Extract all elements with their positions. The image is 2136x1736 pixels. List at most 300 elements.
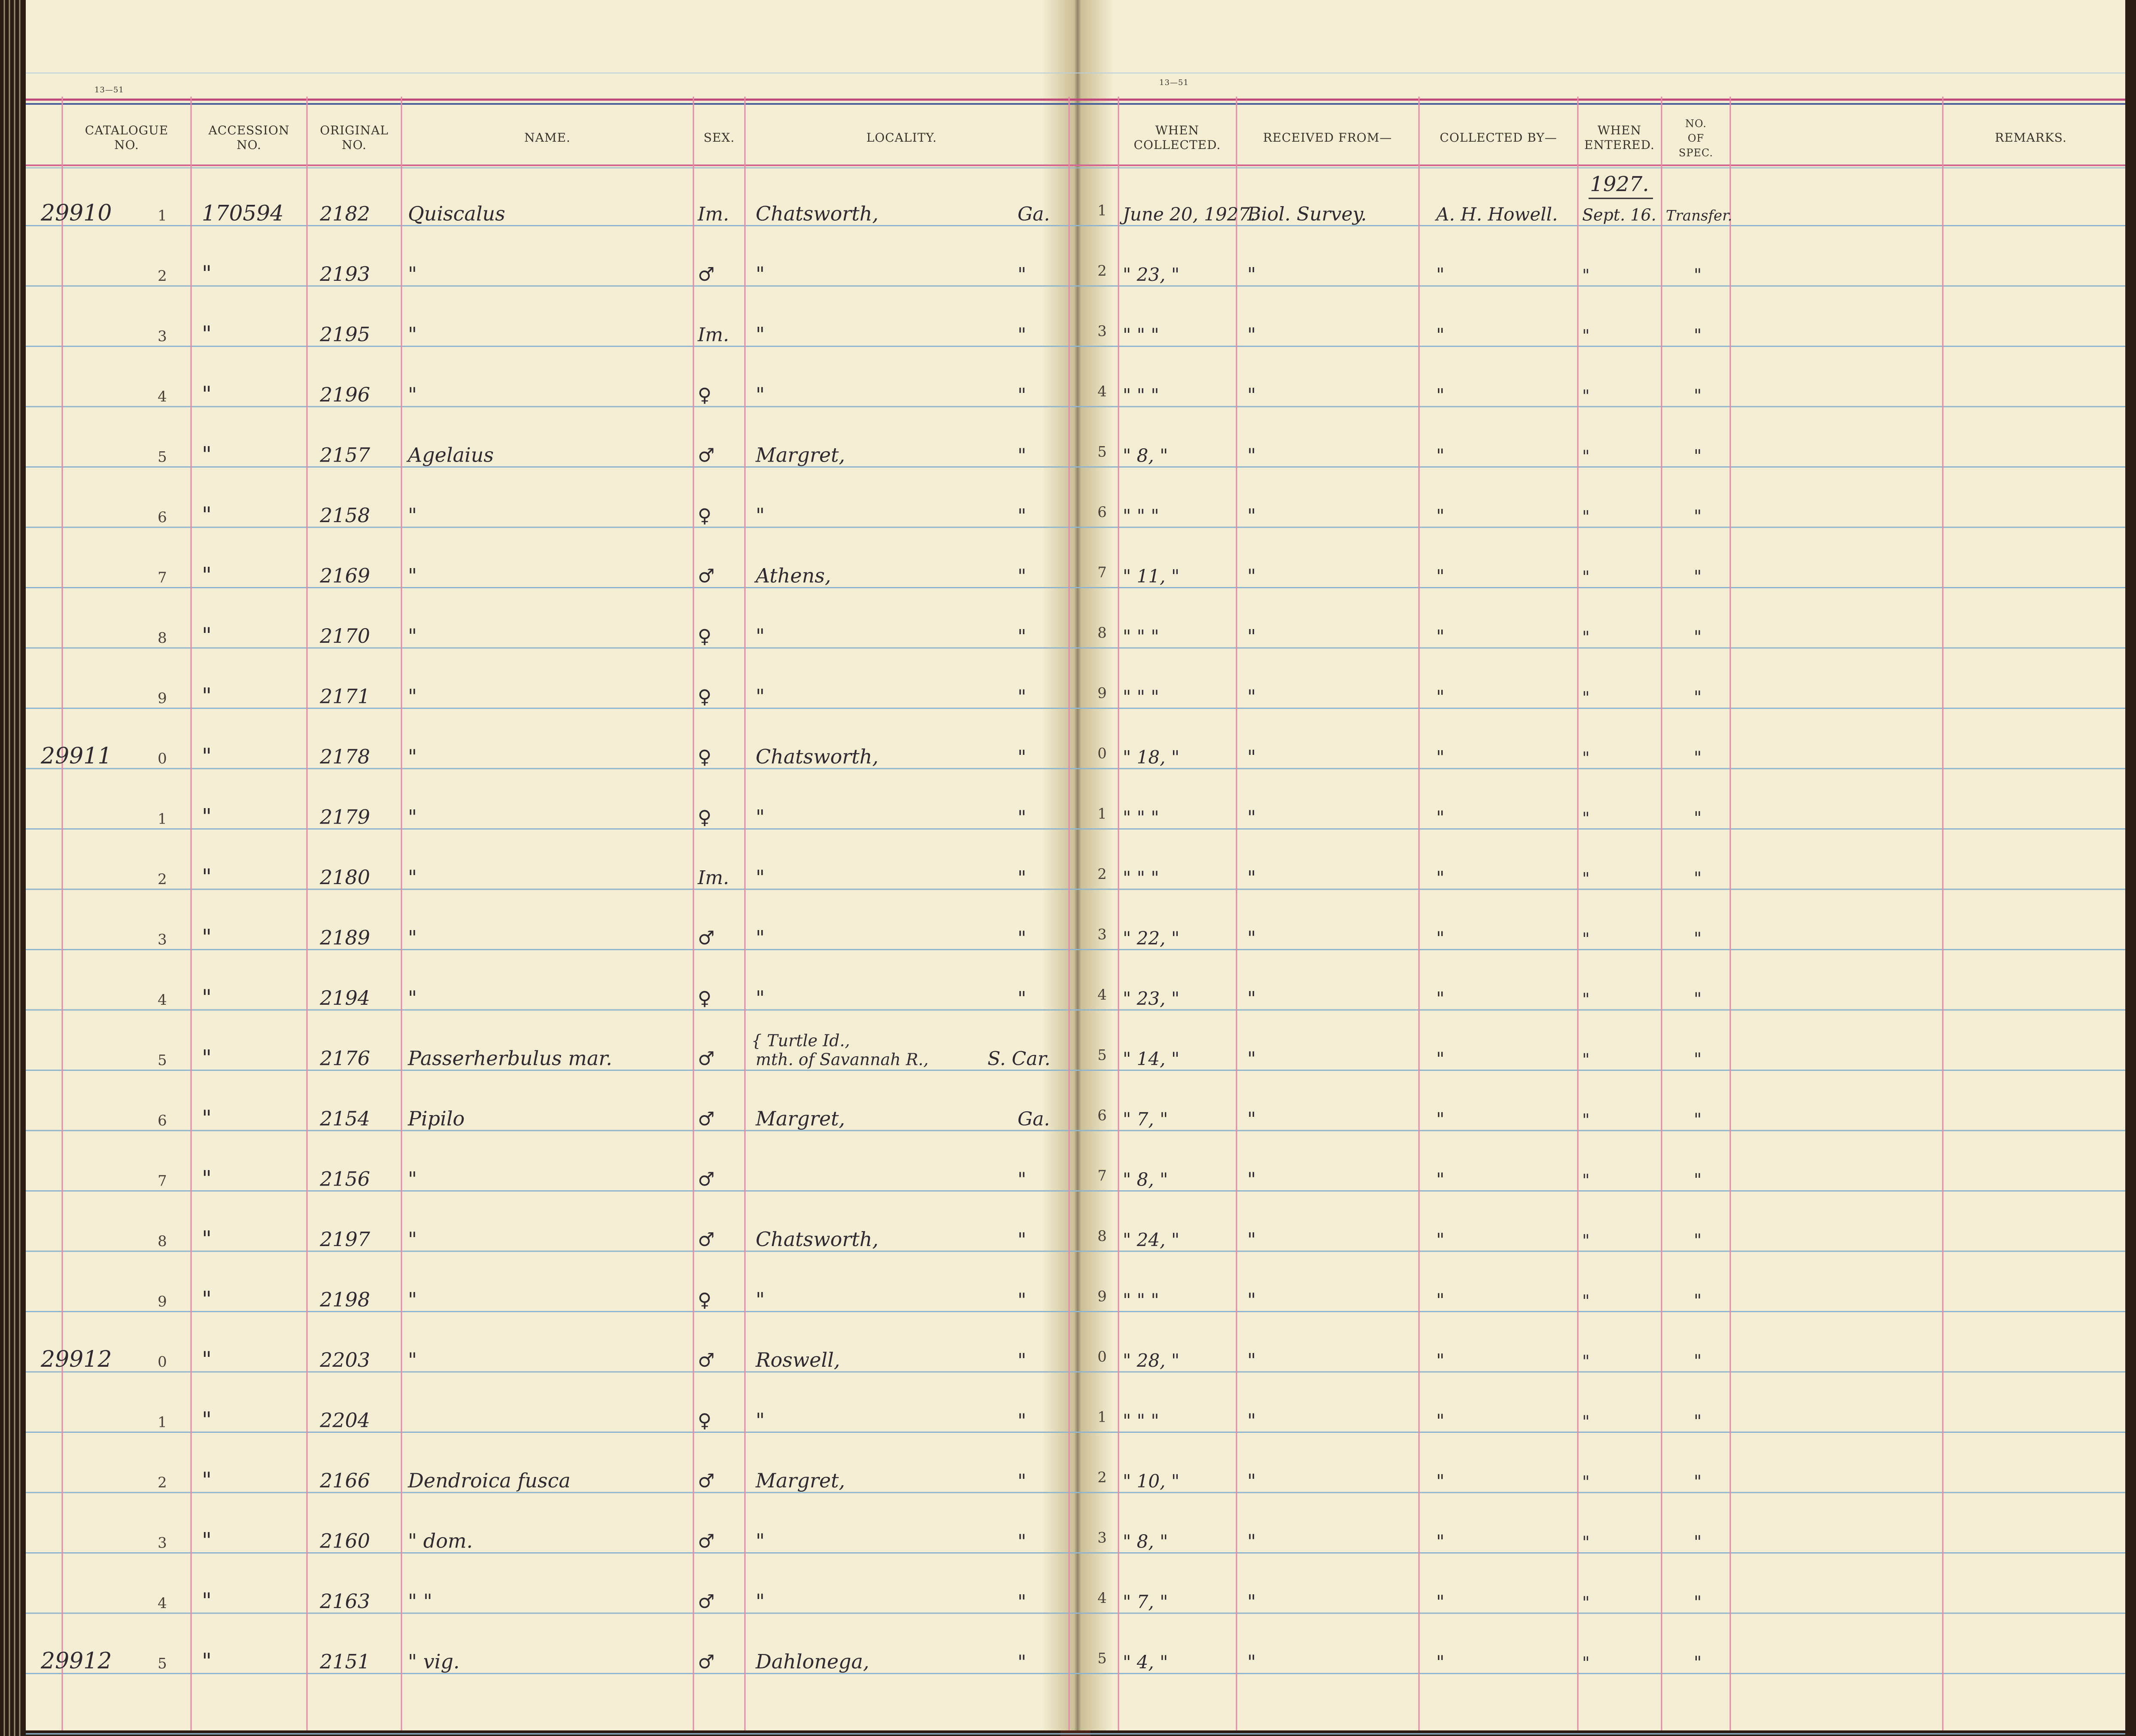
specimen-name: " [408,1228,417,1251]
received-from: " [1247,686,1256,708]
line-number-right: 7 [1097,564,1107,581]
sex: ♀ [698,806,712,829]
when-collected: " " " [1123,1410,1159,1432]
when-collected: " " " [1123,807,1159,828]
remarks: Transfer. [1666,207,1732,225]
sex: ♀ [698,686,712,708]
state: " [1018,686,1027,708]
header-remarks: REMARKS. [1995,131,2067,145]
accession-number: " [202,261,212,286]
line-number-right: 1 [1097,202,1107,219]
no-of-spec: " [1694,748,1702,768]
received-from: " [1247,1168,1256,1191]
form-number-right: 13—51 [1159,78,1189,87]
accession-number: " [202,985,212,1010]
locality: " [756,1529,765,1553]
collected-by: " [1436,1229,1445,1250]
sex: ♂ [698,1350,715,1371]
state: " [1018,626,1027,648]
header-catalogue: NO. [114,138,139,152]
locality: " [756,926,765,949]
locality: " [756,262,765,286]
received-from: " [1247,927,1256,949]
specimen-name: " [408,805,417,829]
specimen-name: " " [408,1590,432,1613]
received-from: " [1247,626,1256,648]
catalogue-number: 29910 [41,200,112,226]
locality: " [756,322,765,346]
received-from: " [1247,1591,1256,1613]
when-collected: " " " [1123,385,1159,406]
original-number: 2166 [320,1469,371,1492]
original-number: 2197 [320,1228,371,1251]
line-number-left: 1 [158,1414,167,1431]
line-number-right: 0 [1097,1348,1107,1365]
sex: ♀ [698,505,712,527]
specimen-name: " [408,684,417,708]
locality: Roswell, [756,1348,840,1371]
accession-number: " [202,382,212,407]
original-number: 2169 [320,564,371,587]
line-number-left: 1 [158,810,167,828]
header-no-of-spec: OF [1687,132,1705,144]
accession-number: " [202,1528,212,1553]
original-number: 2193 [320,262,371,286]
received-from: " [1247,1530,1256,1553]
received-from: " [1247,1108,1256,1130]
when-entered: " [1582,1653,1590,1672]
no-of-spec: " [1694,1411,1702,1432]
header-catalogue: CATALOGUE [85,123,169,137]
no-of-spec: " [1694,989,1702,1009]
line-number-left: 7 [158,1172,167,1190]
collected-by: " [1436,927,1445,949]
no-of-spec: " [1694,1351,1702,1371]
collected-by: " [1436,747,1445,768]
when-entered: " [1582,990,1590,1009]
collected-by: " [1436,1048,1445,1070]
locality: Margret, [756,1107,845,1130]
collected-by: " [1436,385,1445,406]
collected-by: " [1436,445,1445,466]
line-number-right: 6 [1097,504,1107,521]
received-from: " [1247,444,1256,467]
line-number-left: 0 [158,1353,167,1371]
no-of-spec: " [1694,1653,1702,1673]
no-of-spec: " [1694,1170,1702,1190]
when-collected: " 28, " [1123,1350,1180,1371]
collected-by: " [1436,626,1445,647]
specimen-name: " [408,383,417,406]
state: " [1018,384,1027,406]
original-number: 2170 [320,624,371,648]
sex: Im. [698,203,729,225]
line-number-left: 4 [158,991,167,1009]
original-number: 2195 [320,322,371,346]
line-number-right: 8 [1097,1228,1107,1245]
no-of-spec: " [1694,687,1702,708]
accession-number: " [202,442,212,467]
header-accession: ACCESSION [208,123,290,137]
line-number-right: 5 [1097,1650,1107,1667]
state: " [1018,988,1027,1009]
sex: ♀ [698,988,712,1009]
line-number-left: 2 [158,1474,167,1491]
state: " [1018,746,1027,768]
specimen-name: Pipilo [408,1107,465,1130]
accession-number: " [202,1166,212,1191]
line-number-right: 9 [1097,1288,1107,1305]
when-collected: " 8, " [1123,1531,1168,1552]
accession-number: " [202,321,212,347]
when-collected: " " " [1123,505,1159,526]
original-number: 2171 [320,684,371,708]
header-collected-by: COLLECTED BY— [1440,131,1557,145]
original-number: 2203 [320,1348,371,1371]
no-of-spec: " [1694,1231,1702,1250]
locality: " [756,504,765,527]
header-when-entered: ENTERED. [1584,138,1655,152]
sex: ♂ [698,264,715,286]
accession-number: " [202,804,212,829]
received-from: " [1247,1048,1256,1070]
specimen-name: Passerherbulus mar. [408,1046,612,1070]
line-number-left: 3 [158,1534,167,1552]
original-number: 2204 [320,1408,371,1432]
accession-number: " [202,502,212,527]
when-entered: Sept. 16. [1582,205,1656,225]
header-received-from: RECEIVED FROM— [1263,131,1392,145]
catalogue-number: 29912 [41,1648,112,1674]
catalogue-number: 29911 [41,743,112,769]
received-from: " [1247,746,1256,768]
when-entered: " [1582,567,1590,587]
original-number: 2196 [320,383,371,406]
line-number-left: 8 [158,629,167,647]
original-number: 2182 [320,202,371,225]
sex: Im. [698,867,729,889]
accession-number: " [202,1347,212,1372]
state: " [1018,1530,1027,1553]
line-number-left: 1 [158,207,167,225]
state: " [1018,927,1027,949]
when-collected: " " " [1123,324,1159,346]
when-entered: " [1582,1050,1590,1069]
when-collected: " " " [1123,867,1159,888]
state: " [1018,264,1027,286]
original-number: 2163 [320,1590,371,1613]
specimen-name: Quiscalus [408,202,505,225]
line-number-left: 7 [158,569,167,587]
collected-by: " [1436,1109,1445,1130]
accession-number: " [202,1106,212,1131]
state: " [1018,806,1027,829]
line-number-right: 7 [1097,1167,1107,1185]
when-entered: " [1582,1291,1590,1310]
line-number-right: 8 [1097,624,1107,641]
received-from: " [1247,384,1256,406]
specimen-name: " [408,1167,417,1191]
when-entered: " [1582,628,1590,647]
no-of-spec: " [1694,265,1702,285]
collected-by: " [1436,1651,1445,1673]
specimen-name: " vig. [408,1650,460,1673]
when-entered: " [1582,1352,1590,1371]
state: S. Car. [987,1048,1051,1070]
locality: " [756,1408,765,1432]
locality: " [756,1590,765,1613]
locality: " [756,624,765,648]
state: " [1018,324,1027,346]
line-number-right: 1 [1097,1408,1107,1426]
line-number-left: 5 [158,448,167,466]
received-from: " [1247,264,1256,286]
line-number-right: 3 [1097,926,1107,943]
when-collected: " 14, " [1123,1048,1180,1070]
when-collected: " 4, " [1123,1651,1168,1673]
sex: ♂ [698,1108,715,1130]
collected-by: " [1436,1289,1445,1311]
header-when-collected: WHEN [1155,123,1200,137]
sex: ♂ [698,444,715,467]
line-number-left: 8 [158,1233,167,1250]
received-from: " [1247,1289,1256,1311]
specimen-name: Dendroica fusca [408,1469,571,1492]
no-of-spec: " [1694,627,1702,647]
line-number-left: 6 [158,1112,167,1129]
when-entered: " [1582,688,1590,707]
received-from: " [1247,988,1256,1009]
state: " [1018,505,1027,527]
line-number-left: 3 [158,931,167,949]
sex: ♂ [698,565,715,587]
state: Ga. [1018,1108,1050,1130]
line-number-right: 5 [1097,443,1107,461]
line-number-left: 0 [158,750,167,767]
received-from: " [1247,1350,1256,1371]
sex: ♂ [698,927,715,949]
specimen-name: " [408,1288,417,1311]
header-original: ORIGINAL [320,123,389,137]
when-collected: " 24, " [1123,1229,1180,1250]
line-number-right: 4 [1097,986,1107,1003]
accession-number: " [202,1648,212,1674]
when-collected: " 18, " [1123,747,1180,768]
sex: ♂ [698,1229,715,1251]
specimen-name: " [408,745,417,768]
original-number: 2156 [320,1167,371,1191]
accession-number: " [202,864,212,889]
locality: " [756,684,765,708]
line-number-left: 2 [158,871,167,888]
line-number-right: 5 [1097,1046,1107,1064]
state: " [1018,1651,1027,1673]
original-number: 2154 [320,1107,371,1130]
when-entered: " [1582,507,1590,526]
state: " [1018,444,1027,467]
no-of-spec: " [1694,869,1702,888]
original-number: 2179 [320,805,371,829]
header-no-of-spec: NO. [1685,118,1707,130]
when-collected: " 8, " [1123,445,1168,466]
original-number: 2194 [320,986,371,1009]
locality: " [756,866,765,889]
sex: ♀ [698,1410,712,1432]
original-number: 2180 [320,866,371,889]
locality: Chatsworth, [756,202,879,225]
no-of-spec: " [1694,507,1702,526]
accession-number: " [202,623,212,648]
collected-by: " [1436,988,1445,1009]
sex: ♀ [698,746,712,768]
line-number-left: 2 [158,268,167,285]
when-entered: " [1582,929,1590,949]
when-entered: " [1582,748,1590,767]
collected-by: " [1436,1350,1445,1371]
received-from: " [1247,1470,1256,1492]
received-from: " [1247,1410,1256,1432]
when-entered: " [1582,447,1590,466]
specimen-name: " [408,866,417,889]
when-collected: June 20, 1927. [1123,204,1256,225]
header-accession: NO. [237,138,261,152]
specimen-name: " [408,624,417,648]
received-from: " [1247,324,1256,346]
locality: Chatsworth, [756,745,879,768]
locality: Chatsworth, [756,1228,879,1251]
state: " [1018,1168,1027,1191]
locality: Margret, [756,1469,845,1492]
collected-by: " [1436,264,1445,285]
collected-by: " [1436,807,1445,828]
when-entered: " [1582,1110,1590,1129]
line-number-left: 3 [158,328,167,345]
sex: ♂ [698,1651,715,1673]
header-when-collected: COLLECTED. [1133,138,1221,152]
form-number-left: 13—51 [94,85,124,94]
accession-number: " [202,1226,212,1251]
header-locality: LOCALITY. [866,131,937,145]
when-entered: " [1582,869,1590,888]
no-of-spec: " [1694,1049,1702,1070]
line-number-right: 2 [1097,262,1107,280]
sex: ♀ [698,1289,712,1311]
original-number: 2189 [320,926,371,949]
no-of-spec: " [1694,929,1702,949]
line-number-right: 9 [1097,684,1107,702]
line-number-right: 3 [1097,322,1107,340]
specimen-name: " [408,1348,417,1371]
year-entered: 1927. [1590,172,1649,196]
sex: ♂ [698,1530,715,1553]
when-entered: " [1582,1532,1590,1552]
when-collected: " 8, " [1123,1169,1168,1190]
specimen-name: " dom. [408,1529,473,1553]
no-of-spec: " [1694,1110,1702,1130]
original-number: 2158 [320,504,371,527]
no-of-spec: " [1694,808,1702,828]
no-of-spec: " [1694,446,1702,466]
collected-by: A. H. Howell. [1436,204,1558,225]
when-entered: " [1582,266,1590,285]
line-number-right: 0 [1097,745,1107,762]
header-name: NAME. [524,131,571,145]
original-number: 2176 [320,1046,371,1070]
when-collected: " 10, " [1123,1471,1180,1492]
when-collected: " 22, " [1123,927,1180,949]
no-of-spec: " [1694,386,1702,406]
when-entered: " [1582,1171,1590,1190]
received-from: " [1247,1229,1256,1251]
collected-by: " [1436,1591,1445,1612]
accession-number: " [202,1588,212,1613]
when-collected: " 11, " [1123,565,1180,587]
when-entered: " [1582,386,1590,405]
accession-number: " [202,1286,212,1312]
collected-by: " [1436,1410,1445,1432]
sex: ♂ [698,1591,715,1613]
line-number-right: 1 [1097,805,1107,823]
line-number-right: 3 [1097,1529,1107,1547]
when-entered: " [1582,1231,1590,1250]
when-entered: " [1582,1472,1590,1491]
when-entered: " [1582,1593,1590,1612]
catalogue-number: 29912 [41,1347,112,1372]
locality-2: mth. of Savannah R., [756,1050,929,1069]
when-collected: " " " [1123,1289,1159,1311]
sex: Im. [698,324,729,346]
sex: ♀ [698,626,712,648]
received-from: Biol. Survey. [1247,203,1367,225]
state: " [1018,1229,1027,1251]
when-collected: " " " [1123,626,1159,647]
accession-number: " [202,683,212,708]
header-when-entered: WHEN [1597,123,1642,137]
no-of-spec: " [1694,567,1702,587]
specimen-name: " [408,926,417,949]
line-number-left: 5 [158,1052,167,1069]
collected-by: " [1436,1471,1445,1492]
line-number-right: 2 [1097,1469,1107,1486]
line-number-right: 4 [1097,1590,1107,1607]
original-number: 2198 [320,1288,371,1311]
header-sex: SEX. [703,131,735,145]
received-from: " [1247,565,1256,587]
when-entered: " [1582,809,1590,828]
when-collected: " 7, " [1123,1109,1168,1130]
original-number: 2151 [320,1650,371,1673]
specimen-name: " [408,504,417,527]
state: " [1018,1470,1027,1492]
specimen-name: Agelaius [408,443,494,467]
collected-by: " [1436,867,1445,888]
locality: " [756,1288,765,1311]
line-number-right: 2 [1097,866,1107,883]
header-no-of-spec: SPEC. [1678,147,1714,159]
when-entered: " [1582,1412,1590,1431]
received-from: " [1247,505,1256,527]
specimen-name: " [408,262,417,286]
collected-by: " [1436,565,1445,587]
when-entered: " [1582,326,1590,345]
line-number-left: 4 [158,1595,167,1612]
received-from: " [1247,1651,1256,1673]
original-number: 2178 [320,745,371,768]
state: " [1018,1289,1027,1311]
locality: { Turtle Id., [751,1031,850,1050]
sex: ♂ [698,1048,715,1070]
state: " [1018,1410,1027,1432]
